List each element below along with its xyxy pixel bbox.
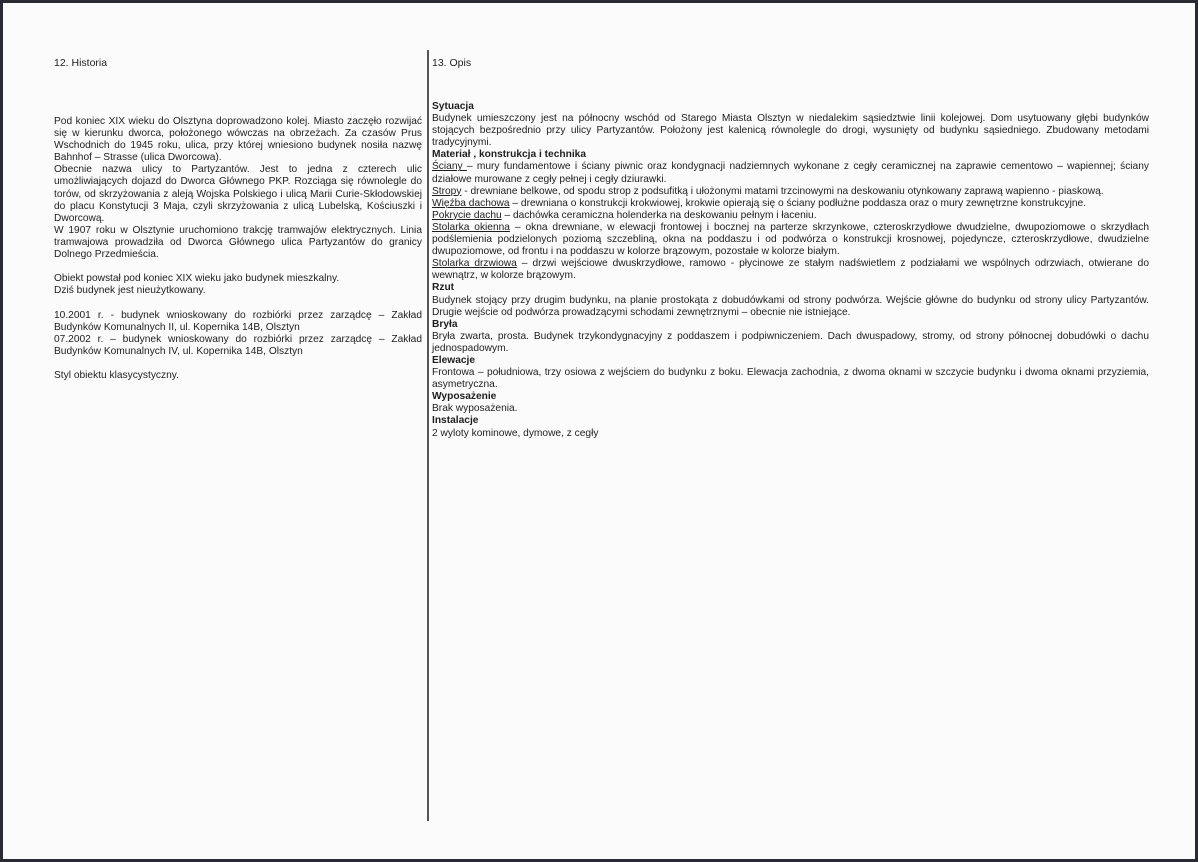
historia-body: [54, 116, 422, 382]
material-label: Stolarka okienna: [432, 221, 510, 233]
material-text: - drewniane belkowe, od spodu strop z podsufitką i ułożonymi matami trzcinowymi na deskowaniu otynkowany zaprawą wapienno - piaskową.: [461, 185, 1104, 197]
historia-paragraph: Styl obiektu klasycystyczny.: [54, 369, 179, 381]
historia-paragraph: Dziś budynek jest nieużytkowany.: [54, 285, 206, 297]
bryla-heading: Bryła: [432, 318, 458, 330]
opis-title: 13. Opis: [432, 57, 472, 69]
historia-paragraph: W 1907 roku w Olsztynie uruchomiono trakcję tramwajów elektrycznych. Linia tramwajowa prowadziła od Dworca Głównego ulica Partyzantów do granicy Dolnego Przedmieścia.: [54, 224, 422, 261]
document-page: [3, 3, 1195, 859]
elewacje-heading: Elewacje: [432, 354, 476, 366]
material-item-stropy: [432, 186, 1149, 198]
sytuacja-heading: Sytuacja: [432, 101, 474, 112]
material-label: Stropy: [432, 185, 462, 197]
rzut-text: Budynek stojący przy drugim budynku, na planie prostokąta z dobudówkami od strony podwórza. Wejście główne do budynku od strony ulicy Partyzantów. Drugie wejście od podwórza prowadzącymi schodami zewnętrznymi – obecnie nie istniejące.: [432, 294, 1149, 318]
material-text: – dachówka ceramiczna holenderka na deskowaniu pełnym i łaceniu.: [501, 209, 817, 221]
historia-title: 12. Historia: [54, 57, 108, 69]
material-text: – okna drewniane, w elewacji frontowej i bocznej na parterze skrzynkowe, czteroskrzydłowe dwudzielne, dwupoziomowe o skrzydłach podślemienia podzielonych poziomą szczebliną, okna na poddaszu i od podwórza o konstrukcji krosnowej, pojedyncze, czteroskrzydłowe, dwudzielne dwupoziomowe, od frontu i na poddaszu w kolorze brązowym, pozostałe w kolorze białym.: [432, 221, 1149, 258]
material-label: Pokrycie dachu: [432, 209, 502, 221]
material-item-wiezba: [432, 198, 1149, 210]
material-label: Stolarka drzwiowa: [432, 258, 517, 270]
wyposazenie-text: Brak wyposażenia.: [432, 403, 518, 415]
material-item-sciany: [432, 161, 1149, 185]
material-text: – mury fundamentowe i ściany piwnic oraz kondygnacji nadziemnych wykonane z cegły ceramicznej na zaprawie cementowo – wapiennej; ściany działowe murowane z cegły pełnej i cegły dziurawki.: [432, 161, 1149, 185]
material-text: – drewniana o konstrukcji krokwiowej, krokwie opierają się o ściany podłużne poddasza oraz o mury zewnętrzne konstrukcyjne.: [509, 197, 1087, 209]
sytuacja-text: Budynek umieszczony jest na północny wschód od Starego Miasta Olsztyn w niedalekim sąsiedztwie linii kolejowej. Dom usytuowany głębi budynków stojących bezpośrednio przy ulicy Partyzantów. Położony jest kalenicą równolegle do drogi, wysunięty od budynku sąsiedniego. Zbudowany metodami tradycyjnymi.: [432, 113, 1149, 149]
material-text: – drzwi wejściowe dwuskrzydłowe, ramowo - płycinowe ze stałym nadświetlem z podziałami we wspólnych odrzwiach, otwierane do wewnątrz, w kolorze brązowym.: [432, 258, 1150, 282]
rzut-heading: Rzut: [432, 282, 455, 294]
historia-paragraph: 07.2002 r. – budynek wnioskowany do rozbiórki przez zarządcę – Zakład Budynków Komunalnych IV, ul. Kopernika 14B, Olsztyn: [54, 333, 422, 357]
column-divider: [427, 50, 429, 821]
material-item-stolarka-drzwiowa: [432, 258, 1149, 282]
material-item-stolarka-okienna: [432, 222, 1149, 258]
wyposazenie-heading: Wyposażenie: [432, 391, 497, 403]
historia-paragraph: 10.2001 r. - budynek wnioskowany do rozbiórki przez zarządcę – Zakład Budynków Komunalnych II, ul. Kopernika 14B, Olsztyn: [54, 309, 422, 333]
opis-body: [432, 101, 1149, 440]
instalacje-heading: Instalacje: [432, 415, 479, 427]
historia-paragraph: Pod koniec XIX wieku do Olsztyna doprowadzono kolej. Miasto zaczęło rozwijać się w kierunku dworca, położonego wówczas na obrzeżach. Za czasów Prus Wschodnich do 1945 roku, ulica, przy której wniesiono budynek nosiła nazwę Bahnhof – Strasse (ulica Dworcowa).: [54, 116, 422, 164]
historia-paragraph: Obiekt powstał pod koniec XIX wieku jako budynek mieszkalny.: [54, 273, 340, 285]
historia-paragraph: Obecnie nazwa ulicy to Partyzantów. Jest to jedna z czterech ulic umożliwiających dojazd do Dworca Głównego PKP. Rozciąga się równolegle do torów, od skrzyżowania z aleją Wojska Polskiego i ulicą Marii Curie-Skłodowskiej do placu Konstytucji 3 Maja, czyli skrzyżowania z ulicą Lubelską, Kościuszki i Dworcową.: [54, 164, 422, 224]
material-heading: Materiał , konstrukcja i technika: [432, 149, 587, 161]
material-label: Ściany: [432, 161, 467, 173]
bryla-text: Bryła zwarta, prosta. Budynek trzykondygnacyjny z poddaszem i podpiwniczeniem. Dach dwuspadowy, stromy, od strony północnej dobudówki o dachu jednospadowym.: [432, 330, 1149, 354]
material-item-pokrycie: [432, 210, 1149, 222]
material-label: Więźba dachowa: [432, 197, 510, 209]
instalacje-text: 2 wyloty kominowe, dymowe, z cegły: [432, 427, 599, 439]
elewacje-text: Frontowa – południowa, trzy osiowa z wejściem do budynku z boku. Elewacja zachodnia, z dwoma oknami w szczycie budynku i dwoma oknami przyziemia, asymetryczna.: [432, 367, 1149, 391]
